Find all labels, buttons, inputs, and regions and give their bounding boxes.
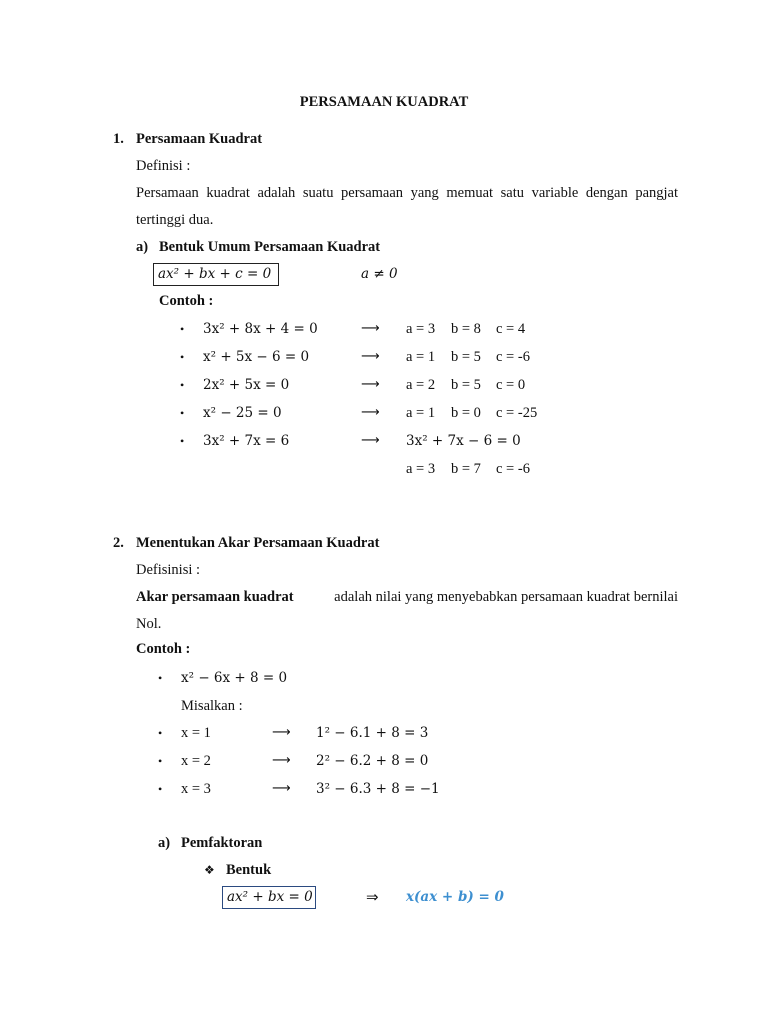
coef-c: c = -6 (496, 349, 530, 365)
section2-definition-line1 (136, 588, 678, 606)
trial-calc: 2² − 6.2 + 8 = 0 (316, 753, 429, 769)
trial-calc: 1² − 6.1 + 8 = 3 (316, 725, 429, 741)
coef-c: c = 4 (496, 321, 526, 337)
bullet: • (180, 406, 185, 420)
misalkan-label: Misalkan : (181, 698, 243, 714)
right-arrow-icon: ⟶ (272, 781, 291, 796)
section1-heading: Persamaan Kuadrat (136, 131, 263, 147)
bullet: • (180, 434, 185, 448)
coef-a: a = 2 (406, 377, 436, 393)
coef-c: c = 0 (496, 377, 526, 393)
example-equation: 3x² + 7x = 6 (203, 433, 290, 449)
coef-b: b = 5 (451, 349, 481, 365)
example-equation: x² + 5x − 6 = 0 (203, 349, 310, 365)
bullet: • (158, 671, 163, 685)
section2-number: 2. (113, 535, 124, 551)
example-equation: 3x² + 8x + 4 = 0 (203, 321, 318, 337)
bullet: • (180, 322, 185, 336)
implies-arrow-icon: ⇒ (366, 888, 379, 906)
right-arrow-icon: ⟶ (361, 405, 380, 420)
pemfaktoran-marker: a) (158, 835, 171, 851)
coef-a: a = 1 (406, 349, 436, 365)
coef-b: b = 7 (451, 461, 481, 477)
bullet: • (180, 378, 185, 392)
bullet: • (180, 350, 185, 364)
definition-bold-term: Akar persamaan kuadrat (136, 589, 294, 605)
pemfaktoran-heading: Pemfaktoran (181, 835, 263, 851)
trial-calc: 3² − 6.3 + 8 = −1 (316, 781, 440, 797)
sub-a-heading: Bentuk Umum Persamaan Kuadrat (159, 239, 381, 255)
bullet: • (158, 726, 163, 740)
right-arrow-icon: ⟶ (361, 349, 380, 364)
section1-number: 1. (113, 131, 124, 147)
right-arrow-icon: ⟶ (361, 433, 380, 448)
section1-definition-line1: Persamaan kuadrat adalah suatu persamaan yang memuat satu variable dengan pangjat (136, 185, 678, 201)
bullet: • (158, 782, 163, 796)
right-arrow-icon: ⟶ (361, 377, 380, 392)
right-arrow-icon: ⟶ (361, 321, 380, 336)
right-arrow-icon: ⟶ (272, 753, 291, 768)
examples-label: Contoh : (159, 293, 214, 309)
trial-x: x = 3 (181, 781, 211, 797)
coef-c: c = -25 (496, 405, 538, 421)
trial-x: x = 2 (181, 753, 211, 769)
section2-heading: Menentukan Akar Persamaan Kuadrat (136, 535, 380, 551)
definition-rest: adalah nilai yang menyebabkan persamaan kuadrat bernilai (334, 589, 678, 605)
sub-a-marker: a) (136, 239, 149, 255)
general-form-condition: a ≠ 0 (361, 266, 398, 282)
factored-form: x(ax + b) = 0 (406, 889, 504, 905)
section2-definition-line2: Nol. (136, 616, 162, 632)
section2-definition-label: Defisinisi : (136, 562, 201, 578)
coef-a: a = 3 (406, 321, 436, 337)
rearranged-equation: 3x² + 7x − 6 = 0 (406, 433, 521, 449)
page-title: PERSAMAAN KUADRAT (299, 94, 469, 110)
section2-examples-label: Contoh : (136, 641, 191, 657)
coef-c: c = -6 (496, 461, 530, 477)
right-arrow-icon: ⟶ (272, 725, 291, 740)
example-equation: x² − 25 = 0 (203, 405, 282, 421)
example-equation: 2x² + 5x = 0 (203, 377, 290, 393)
coef-b: b = 5 (451, 377, 481, 393)
coef-a: a = 3 (406, 461, 436, 477)
coef-b: b = 0 (451, 405, 481, 421)
coef-a: a = 1 (406, 405, 436, 421)
section1-definition-label: Definisi : (136, 158, 191, 174)
coef-b: b = 8 (451, 321, 481, 337)
factoring-form-formula: ax² + bx = 0 (222, 886, 316, 909)
diamond-bullet-icon: ❖ (204, 863, 215, 877)
bentuk-label: Bentuk (226, 862, 272, 878)
general-form-formula: ax² + bx + c = 0 (153, 263, 279, 286)
example-equation: x² − 6x + 8 = 0 (181, 670, 288, 686)
bullet: • (158, 754, 163, 768)
trial-x: x = 1 (181, 725, 211, 741)
section1-definition-line2: tertinggi dua. (136, 212, 214, 228)
